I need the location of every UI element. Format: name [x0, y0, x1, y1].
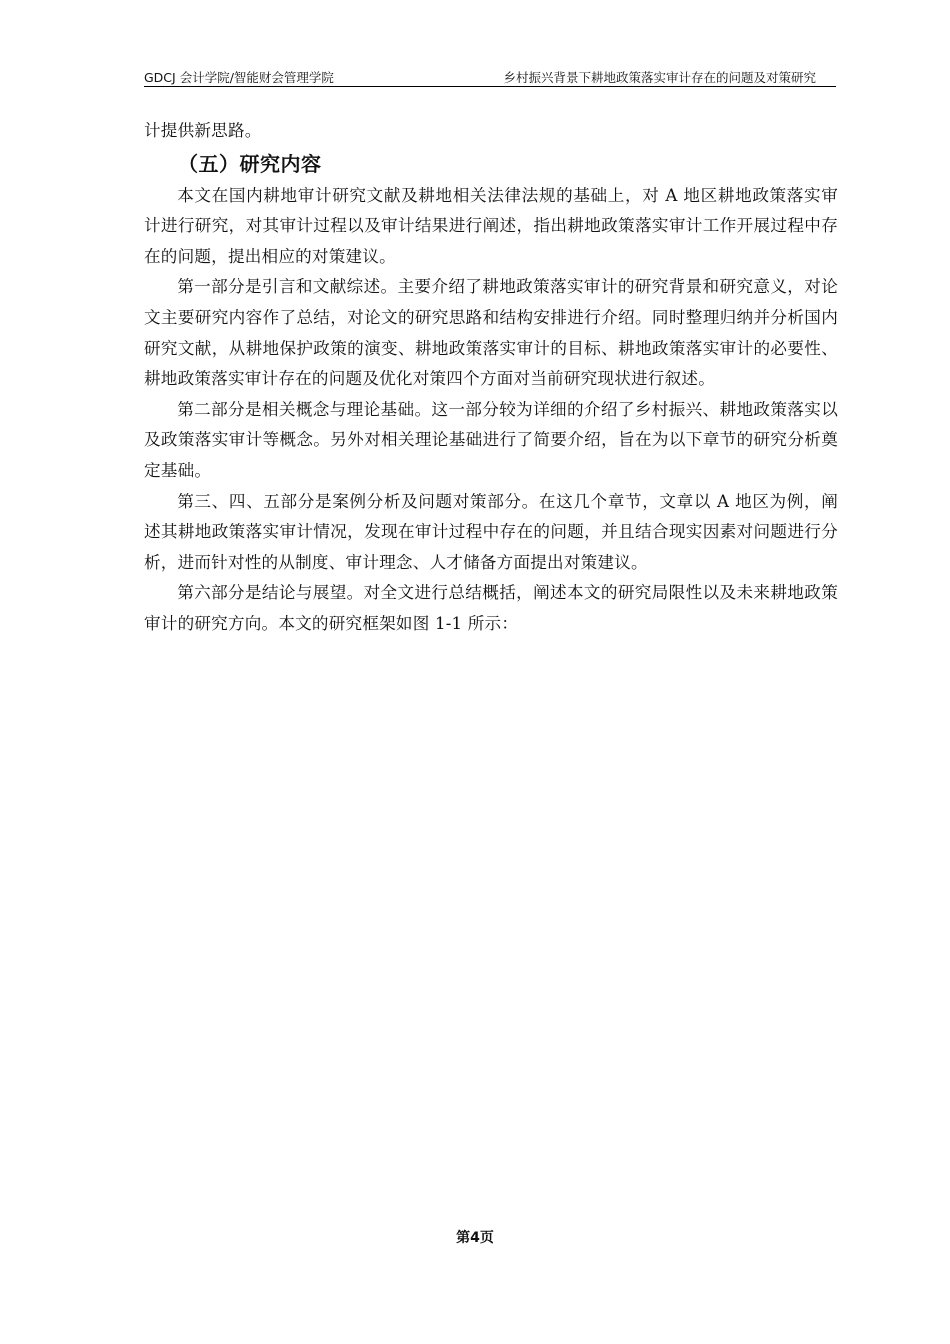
paragraph-part-two: 第二部分是相关概念与理论基础。这一部分较为详细的介绍了乡村振兴、耕地政策落实以及政策落实审计等概念。另外对相关理论基础进行了简要介绍，旨在为以下章节的研究分析奠定基础。 — [144, 399, 838, 480]
page-header — [144, 66, 836, 87]
section-heading: （五）研究内容 — [178, 151, 322, 176]
paragraph-parts-three-to-five: 第三、四、五部分是案例分析及问题对策部分。在这几个章节，文章以 A 地区为例，阐述其耕地政策落实审计情况，发现在审计过程中存在的问题，并且结合现实因素对问题进行分析，进而针对性的从制度、审计理念、人才储备方面提出对策建议。 — [144, 491, 838, 572]
paragraph-part-one: 第一部分是引言和文献综述。主要介绍了耕地政策落实审计的研究背景和研究意义，对论文主要研究内容作了总结，对论文的研究思路和结构安排进行介绍。同时整理归纳并分析国内研究文献，从耕地保护政策的演变、耕地政策落实审计的目标、耕地政策落实审计的必要性、耕地政策落实审计存在的问题及优化对策四个方面对当前研究现状进行叙述。 — [144, 277, 838, 389]
header-institution: GDCJ 会计学院/智能财会管理学院 — [144, 70, 334, 85]
page-number: 第4页 — [456, 1230, 494, 1246]
continuation-text: 计提供新思路。 — [144, 121, 262, 140]
paragraph-intro: 本文在国内耕地审计研究文献及耕地相关法律法规的基础上，对 A 地区耕地政策落实审计进行研究，对其审计过程以及审计结果进行阐述，指出耕地政策落实审计工作开展过程中存在的问题，提出相应的对策建议。 — [144, 185, 838, 266]
paragraph-part-six: 第六部分是结论与展望。对全文进行总结概括，阐述本文的研究局限性以及未来耕地政策审计的研究方向。本文的研究框架如图 1-1 所示： — [144, 583, 838, 633]
page-body — [144, 116, 838, 640]
header-thesis-title: 乡村振兴背景下耕地政策落实审计存在的问题及对策研究 — [503, 70, 816, 85]
